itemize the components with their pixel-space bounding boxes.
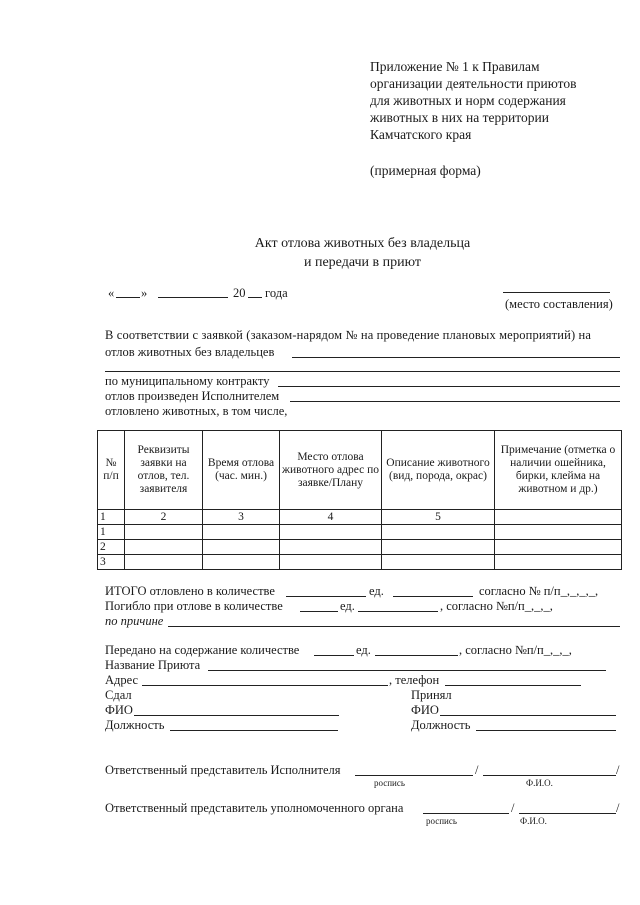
authority-slash: / [511,801,515,815]
table-cell[interactable] [203,525,280,540]
place-blank[interactable] [503,292,610,293]
authority-sign-blank[interactable] [423,813,509,814]
date-year-blank[interactable] [248,297,262,298]
table-cell[interactable] [495,555,622,570]
received-position-blank[interactable] [476,730,616,731]
received-position-label: Должность [411,718,471,732]
transfer-blank[interactable] [314,655,354,656]
table-header-cell: Время отлова (час. мин.) [203,431,280,510]
table-cell[interactable] [495,525,622,540]
date-open-quote: « [108,286,115,300]
executor-slash-end: / [616,763,620,777]
phone-label: , телефон [389,673,440,687]
authority-fio-blank[interactable] [519,813,616,814]
table-cell[interactable] [125,525,203,540]
annex-line: животных в них на территории [370,110,549,125]
reason-blank[interactable] [168,626,620,627]
table-row [98,540,622,555]
intro-line2-blank[interactable] [292,357,620,358]
column-number: 2 [125,510,203,525]
table-row [98,525,622,540]
table-header-cell: № п/п [98,431,125,510]
table-row [98,555,622,570]
handed-fio-blank[interactable] [134,715,339,716]
column-number: 5 [382,510,495,525]
place-caption: (место составления) [505,297,613,311]
handed-position-label: Должность [105,718,165,732]
intro-line2: отлов животных без владельцев [105,345,275,359]
authority-fio-caption: Ф.И.О. [520,816,547,826]
handed-fio-label: ФИО [105,703,133,717]
table-header-cell: Описание животного (вид, порода, окрас) [382,431,495,510]
total-caught-label: ИТОГО отловлено в количестве [105,584,275,598]
annex-line: Камчатского края [370,127,472,142]
column-number: 4 [280,510,382,525]
reason-label: по причине [105,614,164,628]
table-cell[interactable] [280,555,382,570]
executor-blank[interactable] [290,401,620,402]
annex-line: Приложение № 1 к Правилам [370,59,540,74]
executor-sign-blank[interactable] [355,775,473,776]
table-cell[interactable] [382,555,495,570]
table-cell[interactable] [203,540,280,555]
authority-sign-caption: роспись [426,816,457,826]
table-header-cell: Реквизиты заявки на отлов, тел. заявителя [125,431,203,510]
column-number: 1 [98,510,125,525]
executor-sign-label: Ответственный представитель Исполнителя [105,763,341,777]
total-caught-unit: ед. [369,584,384,598]
intro-line1: В соответствии с заявкой (заказом-нарядом № на проведение плановых мероприятий) на [105,328,592,342]
date-month-blank[interactable] [158,297,228,298]
handed-label: Сдал [105,688,132,702]
date-year-suffix: года [265,286,288,300]
received-label: Принял [411,688,452,702]
received-fio-label: ФИО [411,703,439,717]
row-number: 2 [98,540,125,555]
intro-line5: отловлено животных, в том числе, [105,404,288,418]
intro-line4: отлов произведен Исполнителем [105,389,280,403]
shelter-name-blank[interactable] [208,670,606,671]
died-label: Погибло при отлове в количестве [105,599,283,613]
died-unit: ед. [340,599,355,613]
form-note: (примерная форма) [370,163,481,178]
received-fio-blank[interactable] [440,715,616,716]
table-cell[interactable] [495,540,622,555]
executor-fio-caption: Ф.И.О. [526,778,553,788]
died-blank[interactable] [300,611,338,612]
table-cell[interactable] [382,540,495,555]
authority-slash-end: / [616,801,620,815]
table-cell[interactable] [382,525,495,540]
table-cell[interactable] [125,555,203,570]
date-year-prefix: 20 [233,286,246,300]
total-caught-unit-blank[interactable] [393,596,473,597]
executor-sign-caption: роспись [374,778,405,788]
column-number [495,510,622,525]
table-cell[interactable] [280,540,382,555]
table-column-numbers-row [98,510,622,525]
document-title-line2: и передачи в приют [303,255,422,270]
row-number: 3 [98,555,125,570]
table-header-cell: Примечание (отметка о наличии ошейника, бирки, клейма на животном и др.) [495,431,622,510]
date-close-quote: » [141,286,148,300]
annex-line: организации деятельности приютов [370,76,577,91]
transfer-label: Передано на содержание количестве [105,643,300,657]
animals-table [97,430,622,570]
total-caught-ref: согласно № п/п_,_,_,_, [479,584,599,598]
intro-extra-blank[interactable] [105,371,620,372]
phone-blank[interactable] [445,685,581,686]
intro-line3: по муниципальному контракту [105,374,270,388]
authority-sign-label: Ответственный представитель уполномоченного органа [105,801,404,815]
executor-fio-blank[interactable] [483,775,616,776]
row-number: 1 [98,525,125,540]
table-cell[interactable] [125,540,203,555]
table-cell[interactable] [203,555,280,570]
transfer-unit: ед. [356,643,371,657]
annex-line: для животных и норм содержания [370,93,566,108]
annex-block [370,58,630,143]
shelter-name-label: Название Приюта [105,658,201,672]
transfer-ref: , согласно №п/п_,_,_, [459,643,572,657]
table-cell[interactable] [280,525,382,540]
table-header-cell: Место отлова животного адрес по заявке/Плану [280,431,382,510]
transfer-unit-blank[interactable] [375,655,458,656]
column-number: 3 [203,510,280,525]
total-caught-blank[interactable] [286,596,366,597]
table-header-row [98,431,622,510]
died-unit-blank[interactable] [358,611,438,612]
handed-position-blank[interactable] [170,730,338,731]
address-label: Адрес [105,673,139,687]
died-ref: , согласно №п/п_,_,_, [440,599,553,613]
executor-slash: / [475,763,479,777]
contract-blank[interactable] [278,386,620,387]
address-blank[interactable] [142,685,388,686]
date-day-blank[interactable] [116,297,140,298]
document-title-line1: Акт отлова животных без владельца [254,236,471,251]
